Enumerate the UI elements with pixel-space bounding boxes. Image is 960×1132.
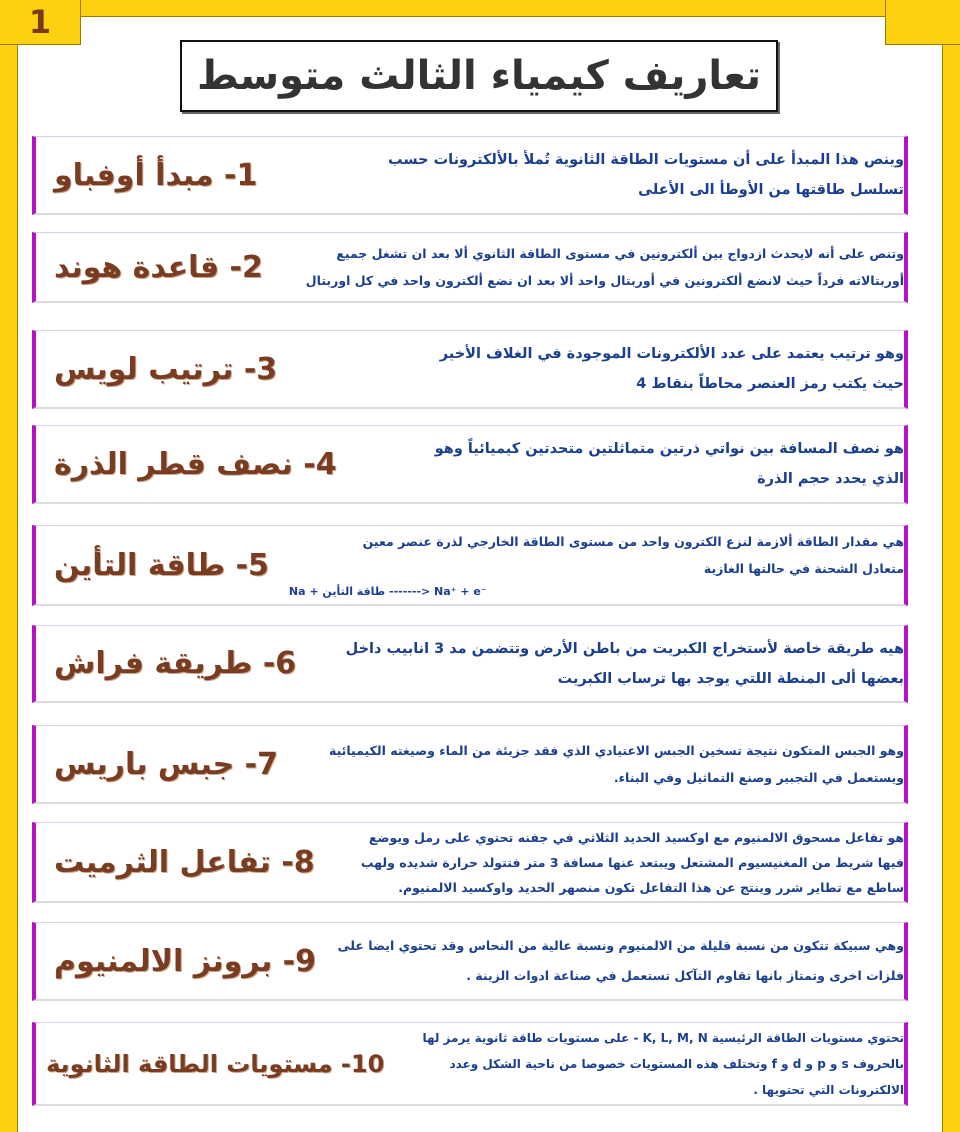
definition <box>263 145 904 205</box>
definition-line: ساطع مع تطاير شرر وينتج عن هذا التفاعل تكون منصهر الحديد واوكسيد الالمنيوم. <box>398 879 904 895</box>
definition <box>269 240 904 294</box>
definition-line: أوربتالاته فرداً حيث لانضع ألكترونين في أوربتال واحد ألا بعد ان نضع ألكترون واحد في كل اوربتال <box>305 273 904 288</box>
definition-line: تحتوي مستويات الطاقة الرئيسية K, L, M, N - على مستويات طاقة ثانوية يرمز لها <box>422 1030 904 1045</box>
ionization-equation: Na + طاقة التأين -------> Na⁺ + e⁻ <box>288 585 487 598</box>
term: 7- جبس باريس <box>54 746 278 782</box>
page-title: تعاريف كيمياء الثالث متوسط <box>196 53 762 99</box>
definition-row-6 <box>32 625 908 703</box>
term: 10- مستويات الطاقة الثانوية <box>46 1049 385 1078</box>
definition-row-2 <box>32 232 908 303</box>
definition-line: وينص هذا المبدأ على أن مستويات الطاقة الثانوية تُملأ بالألكترونات حسب <box>387 152 904 168</box>
definition <box>284 737 904 791</box>
definition-line: وتنص على أنه لايحدث ازدواج بين ألكترونين في مستوى الطاقة الثانوي ألا بعد ان تشغل جميع <box>336 246 904 261</box>
definition-row-4 <box>32 425 908 504</box>
term: 9- برونز الالمنيوم <box>54 943 317 979</box>
definition-line: الالكترونات التي تحتويها . <box>753 1082 904 1097</box>
term: 5- طاقة التأين <box>54 547 269 583</box>
definition-line: تسلسل طاقتها من الأوطأ الى الأعلى <box>638 182 904 198</box>
definition-line: هيه طريقة خاصة لأستخراج الكبريت من باطن الأرض وتتضمن مد 3 انابيب داخل <box>345 640 904 657</box>
term: 3- ترتيب لويس <box>54 351 278 387</box>
definition-row-5 <box>32 525 908 606</box>
definition-row-8 <box>32 822 908 903</box>
definition-row-9 <box>32 922 908 1001</box>
term: 1- مبدأ أوفباو <box>54 157 258 193</box>
definition-row-7 <box>32 725 908 804</box>
definition-line: ويستعمل في التجبير وصنع التماثيل وفي البناء. <box>613 770 904 785</box>
frame-right <box>942 0 960 1132</box>
term: 8- تفاعل الثرميت <box>54 844 315 880</box>
definition <box>322 931 904 991</box>
page-number: 1 <box>28 3 52 41</box>
term: 2- قاعدة هوند <box>54 249 263 285</box>
frame-top <box>0 0 960 17</box>
definition <box>321 825 904 900</box>
definition <box>302 634 904 694</box>
definition-line: وهو الجبس المتكون نتيجة تسخين الجبس الاعتيادي الذي فقد جزيئة من الماء وصيغته الكيميائية <box>328 743 904 758</box>
definition <box>275 528 904 602</box>
definition-line: بعضها ألى المنطة اللتي يوجد بها ترساب الكبريت <box>557 670 904 687</box>
definition-line: الذي يحدد حجم الذرة <box>757 471 904 487</box>
definition-line: هو تفاعل مسحوق الالمنيوم مع اوكسيد الحديد الثلاثي في جفنه تحتوي على رمل ويوضع <box>368 829 904 845</box>
definition-row-3 <box>32 330 908 409</box>
definition-line: وهي سبيكة تتكون من نسبة قليلة من الالمنيوم ونسبة عالية من النحاس وقد تحتوي ايضا على <box>337 938 904 953</box>
definition <box>343 434 904 494</box>
definition-line: هي مقدار الطاقة ألازمة لنزع الكترون واحد من مستوى الطاقة الخارجي لذرة عنصر معين <box>362 534 904 549</box>
definition <box>283 339 904 399</box>
frame-left <box>0 0 18 1132</box>
term: 4- نصف قطر الذرة <box>54 446 337 482</box>
definition-line: فلزات اخرى وتمتاز بانها تقاوم التآكل تستعمل في صناعة ادوات الزينة . <box>466 968 904 983</box>
title-box <box>180 40 778 112</box>
definition-line: متعادل الشحنة في حالتها الغازية <box>703 561 904 576</box>
definition-line: حيث يكتب رمز العنصر محاطاً بنقاط 4 <box>636 376 904 392</box>
definition-row-1 <box>32 136 908 215</box>
definition-row-10 <box>32 1022 908 1106</box>
definition-line: هو نصف المسافة بين نواتي ذرتين متماثلتين متحدتين كيميائياً وهو <box>434 441 904 457</box>
definition-line: بالحروف s و p و d و f وتختلف هذه المستويات خصوصا من ناحية الشكل وعدد <box>449 1056 904 1071</box>
definition <box>390 1025 904 1103</box>
corner-right <box>885 0 960 45</box>
definition-line: وهو ترتيب يعتمد على عدد الألكترونات الموجودة في الغلاف الأخير <box>439 346 904 362</box>
definition-line: فيها شريط من المغنيسيوم المشتعل ويبتعد عنها مسافة 3 متر فتتولد حرارة شديده ولهب <box>360 854 904 870</box>
term: 6- طريقة فراش <box>54 646 297 681</box>
